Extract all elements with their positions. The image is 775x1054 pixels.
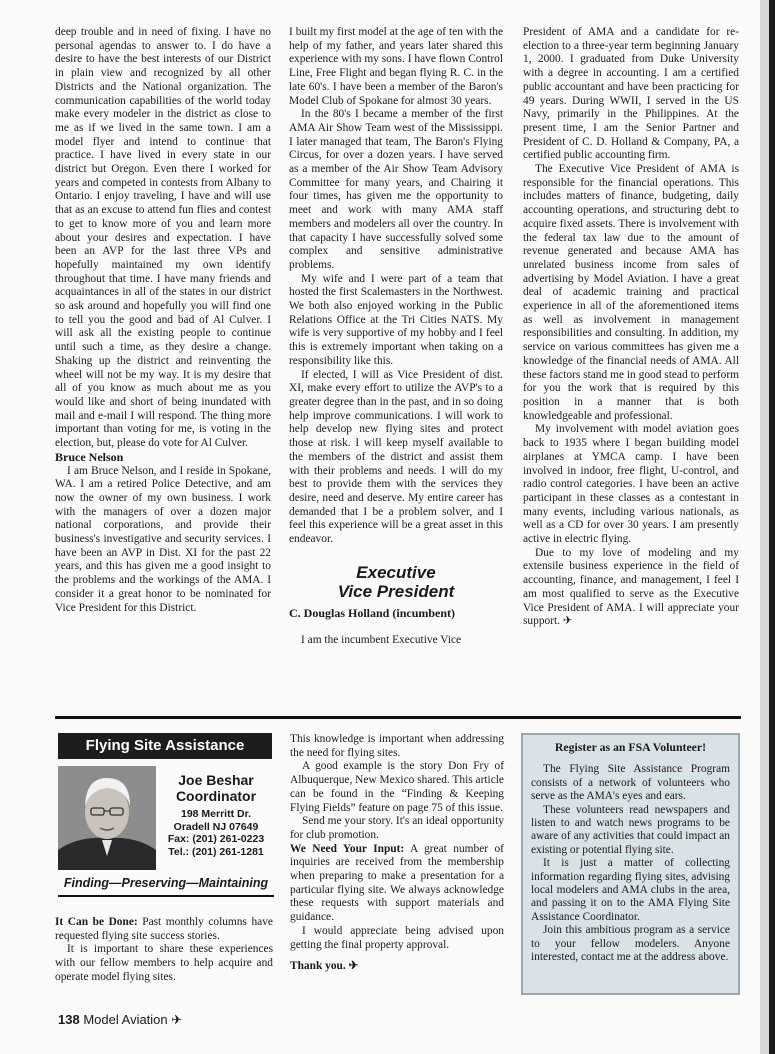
coordinator-tel: Tel.: (201) 261-1281 [168,845,264,858]
page-number: 138 [58,1012,80,1027]
column-2 [289,26,503,648]
bruce-nelson-heading: Bruce Nelson [55,449,124,464]
coordinator-name: Joe Beshar [178,772,254,788]
section-title-line-2: Vice President [337,581,455,601]
column3-paragraph: President of AMA and a candidate for re-election to a three-year term beginning January 1, 2000. I graduated from Duke University with a degree in accounting. I am a certified public accountant and have been practicing for 49 years. During WWII, I served in the US Navy, primarily in the Philippines. At the present time, I am the Senior Partner and President of C. D. Holland & Company, PA, a certified public accounting firm. [523,26,739,162]
section-title-line-1: Executive [356,562,436,582]
column3-paragraph: Due to my love of modeling and my extensile business experience in the field of accounting, finance, and management, I feel I am most qualified to serve as the Executive Vice President of AMA. I will appreciate your support. ✈ [523,546,739,628]
coordinator-photo [58,766,156,870]
fsa-paragraph [55,943,273,984]
fsa-paragraph: A good example is the story Don Fry of Albuquerque, New Mexico shared. This article can be found in the “Finding & Keeping Flying Fields” feature on page 75 of this issue. [290,760,504,814]
fsa-lead: We Need Your Input: [290,842,405,855]
volunteer-paragraph: Join this ambitious program as a service to your fellow modelers. Anyone interested, contact me at the address above. [531,924,730,964]
section-divider [55,716,741,719]
column2-paragraph: My wife and I were part of a team that hosted the first Scalemasters in the Northwest. We both also enjoyed working in the Public Relations Office at the Tri Cities NATS. My wife is very supportive of my hobby and I feel this is extremely important when taking on a responsibility like this. [289,272,503,367]
fsa-banner: Flying Site Assistance [58,733,272,759]
fsa-volunteer-box [521,733,740,995]
fsa-text-middle [290,733,504,974]
fsa-paragraph [55,916,273,943]
fsa-thanks: Thank you. ✈ [290,960,359,973]
column1-paragraph: I am Bruce Nelson, and I reside in Spokane, WA. I am a retired Police Detective, and am now the owner of my own business. I work with the managers of over a dozen major national corporations, and provide their business's investigative and security services. I have been an AVP in Dist. XI for the past 22 years, and this has given me a good insight to the problems and the workings of the AMA. I consider it a great honor to be nominated for Vice President for this District. [55,464,271,614]
fsa-paragraph [290,843,504,925]
coordinator-address-2: Oradell NJ 07649 [173,820,259,833]
fsa-lead: It Can be Done: [55,916,138,928]
column3-paragraph: The Executive Vice President of AMA is responsible for the financial operations. This includes matters of finance, budgeting, daily accounting operations, and structuring debt to acquire fixed assets. There is involvement with the federal tax law due to the amount of revenue generated and because AMA has unrelated business income from sales of advertising by Model Aviation. I have a great deal of academic training and practical experience in all of the aforementioned items as well as involvement in management responsibilities and consulting. In addition, my service on various committees has given me a knowledge of the financial needs of AMA. All these factors stand me in good stead to perform for you the work that is required by this position in a manner that is both knowledgeable and professional. [523,163,739,422]
coordinator-address-1: 198 Merritt Dr. [180,808,252,820]
fsa-paragraph: I would appreciate being advised upon getting the final property approval. [290,924,504,951]
coordinator-title: Coordinator [175,788,257,804]
fsa-text: A great number of inquiries are received from the membership when preparing to make a presentation for a particular flying site. We always acknowledge these requests with support materials and guidance. [290,842,504,924]
column2-paragraph: If elected, I will as Vice President of dist. XI, make every effort to utilize the AVP's to a greater degree than in the past, and in so doing help improve communications. I will work to help develop new flying sites and protect those at risk. I will keep myself available to the members of the district and assist them with their problems and needs. I will do my best to provide them with the services they desire, need and deserve. My entire career has demanded that I be a problem solver, and I feel this experience will be a great asset in this endeavor. [289,368,503,546]
fsa-text-left [55,916,273,985]
column1-paragraph: deep trouble and in need of fixing. I have no personal agendas to answer to. I do have a desire to have the best interests of our District in plain view and recognized by all other Districts and the National organization. The communication capabilities of the world today make every modeler in the district as close to me as if we lived in the same town. I am a model flyer and intend to continue that practice. I have lived in every state in our district but Oregon. Even there I worked for years and competed in contests from Albany to Ontario. I enjoy traveling, I have and will use that as an excuse to attend fun flies and contest to get to know more of you and learn more about your desires and expectation. I have been an AVP for the last three VPs and hopefully maintained my own identify throughout that time. I have many friends and acquaintances in all of the states in our district so ask around and hopefully you will find one to tell you the good and bad of Al Culver. I will ask all the existing people to continue until such a time, as they desire a change. Shaking up the district and reinventing the wheel will not be my way. It is my desire that all of you know as much about me as you would like and short of being inundated with mail and e-mail I will respond. The thing more important than voting for me, is voting in the election, but, please do vote for Al Culver. [55,26,271,450]
section-title [289,563,503,601]
column-3 [523,26,739,629]
fsa-motto: Finding—Preserving—Maintaining [58,876,274,897]
holland-subheading: C. Douglas Holland (incumbent) [289,605,456,620]
magazine-name: Model Aviation ✈ [83,1012,183,1027]
scan-edge [760,0,775,1054]
portrait-icon [58,766,156,870]
volunteer-heading: Register as an FSA Volunteer! [554,740,707,754]
column2-paragraph: In the 80's I became a member of the first AMA Air Show Team west of the Mississippi. I later managed that team, The Baron's Flying Circus, for over a dozen years. I have served as a member of the Air Show Team Advisory Committee for many years, and Chairing it four times, has given me the opportunity to meet and work with many AMA staff members and modelers all over the country. In that capacity I have successfully solved some complex and sensitive administrative problems. [289,108,503,271]
fsa-paragraph: Send me your story. It's an ideal opportunity for club promotion. [290,815,504,841]
column-1 [55,26,271,615]
coordinator-fax: Fax: (201) 261-0223 [167,833,265,845]
page-footer [58,1012,182,1028]
fsa-paragraph: This knowledge is important when addressing the need for flying sites. [290,733,504,759]
column3-paragraph: My involvement with model aviation goes back to 1935 where I began building model airplanes at YMCA camp. I have been involved in indoor, free flight, U-control, and radio control categories. I have been an active participant in these classes as a contestant in many events, including various nationals, as well as a CD for over 30 years. I am presently active in electric flying. [523,423,739,546]
scan-edge-shadow [769,0,775,1054]
volunteer-paragraph: These volunteers read newspapers and listen to and watch news programs to be aware of any activities that could impact an existing or potential flying site. [531,803,730,856]
column2-paragraph: I built my first model at the age of ten with the help of my father, and years later shared this experience with my sons. I have flown Control Line, Free Flight and began flying R. C. in the late 60's. I have been a member of the Baron's Model Club of Spokane for almost 30 years. [289,26,503,107]
coordinator-contact [158,772,274,858]
fsa-text: Past monthly columns have requested flying site success stories. [55,916,273,942]
volunteer-paragraph: The Flying Site Assistance Program consists of a network of volunteers who serve as the AMA's eyes and ears. [531,763,730,803]
column2-closing: I am the incumbent Executive Vice [301,634,462,647]
volunteer-paragraph: It is just a matter of collecting information regarding flying sites, advising local modelers and AMA clubs in the area, and passing it on to the AMA Flying Site Assistance Coordinator. [531,857,730,923]
fsa-text: It is important to share these experiences with our fellow members to help acquire and operate model flying sites. [55,943,273,983]
